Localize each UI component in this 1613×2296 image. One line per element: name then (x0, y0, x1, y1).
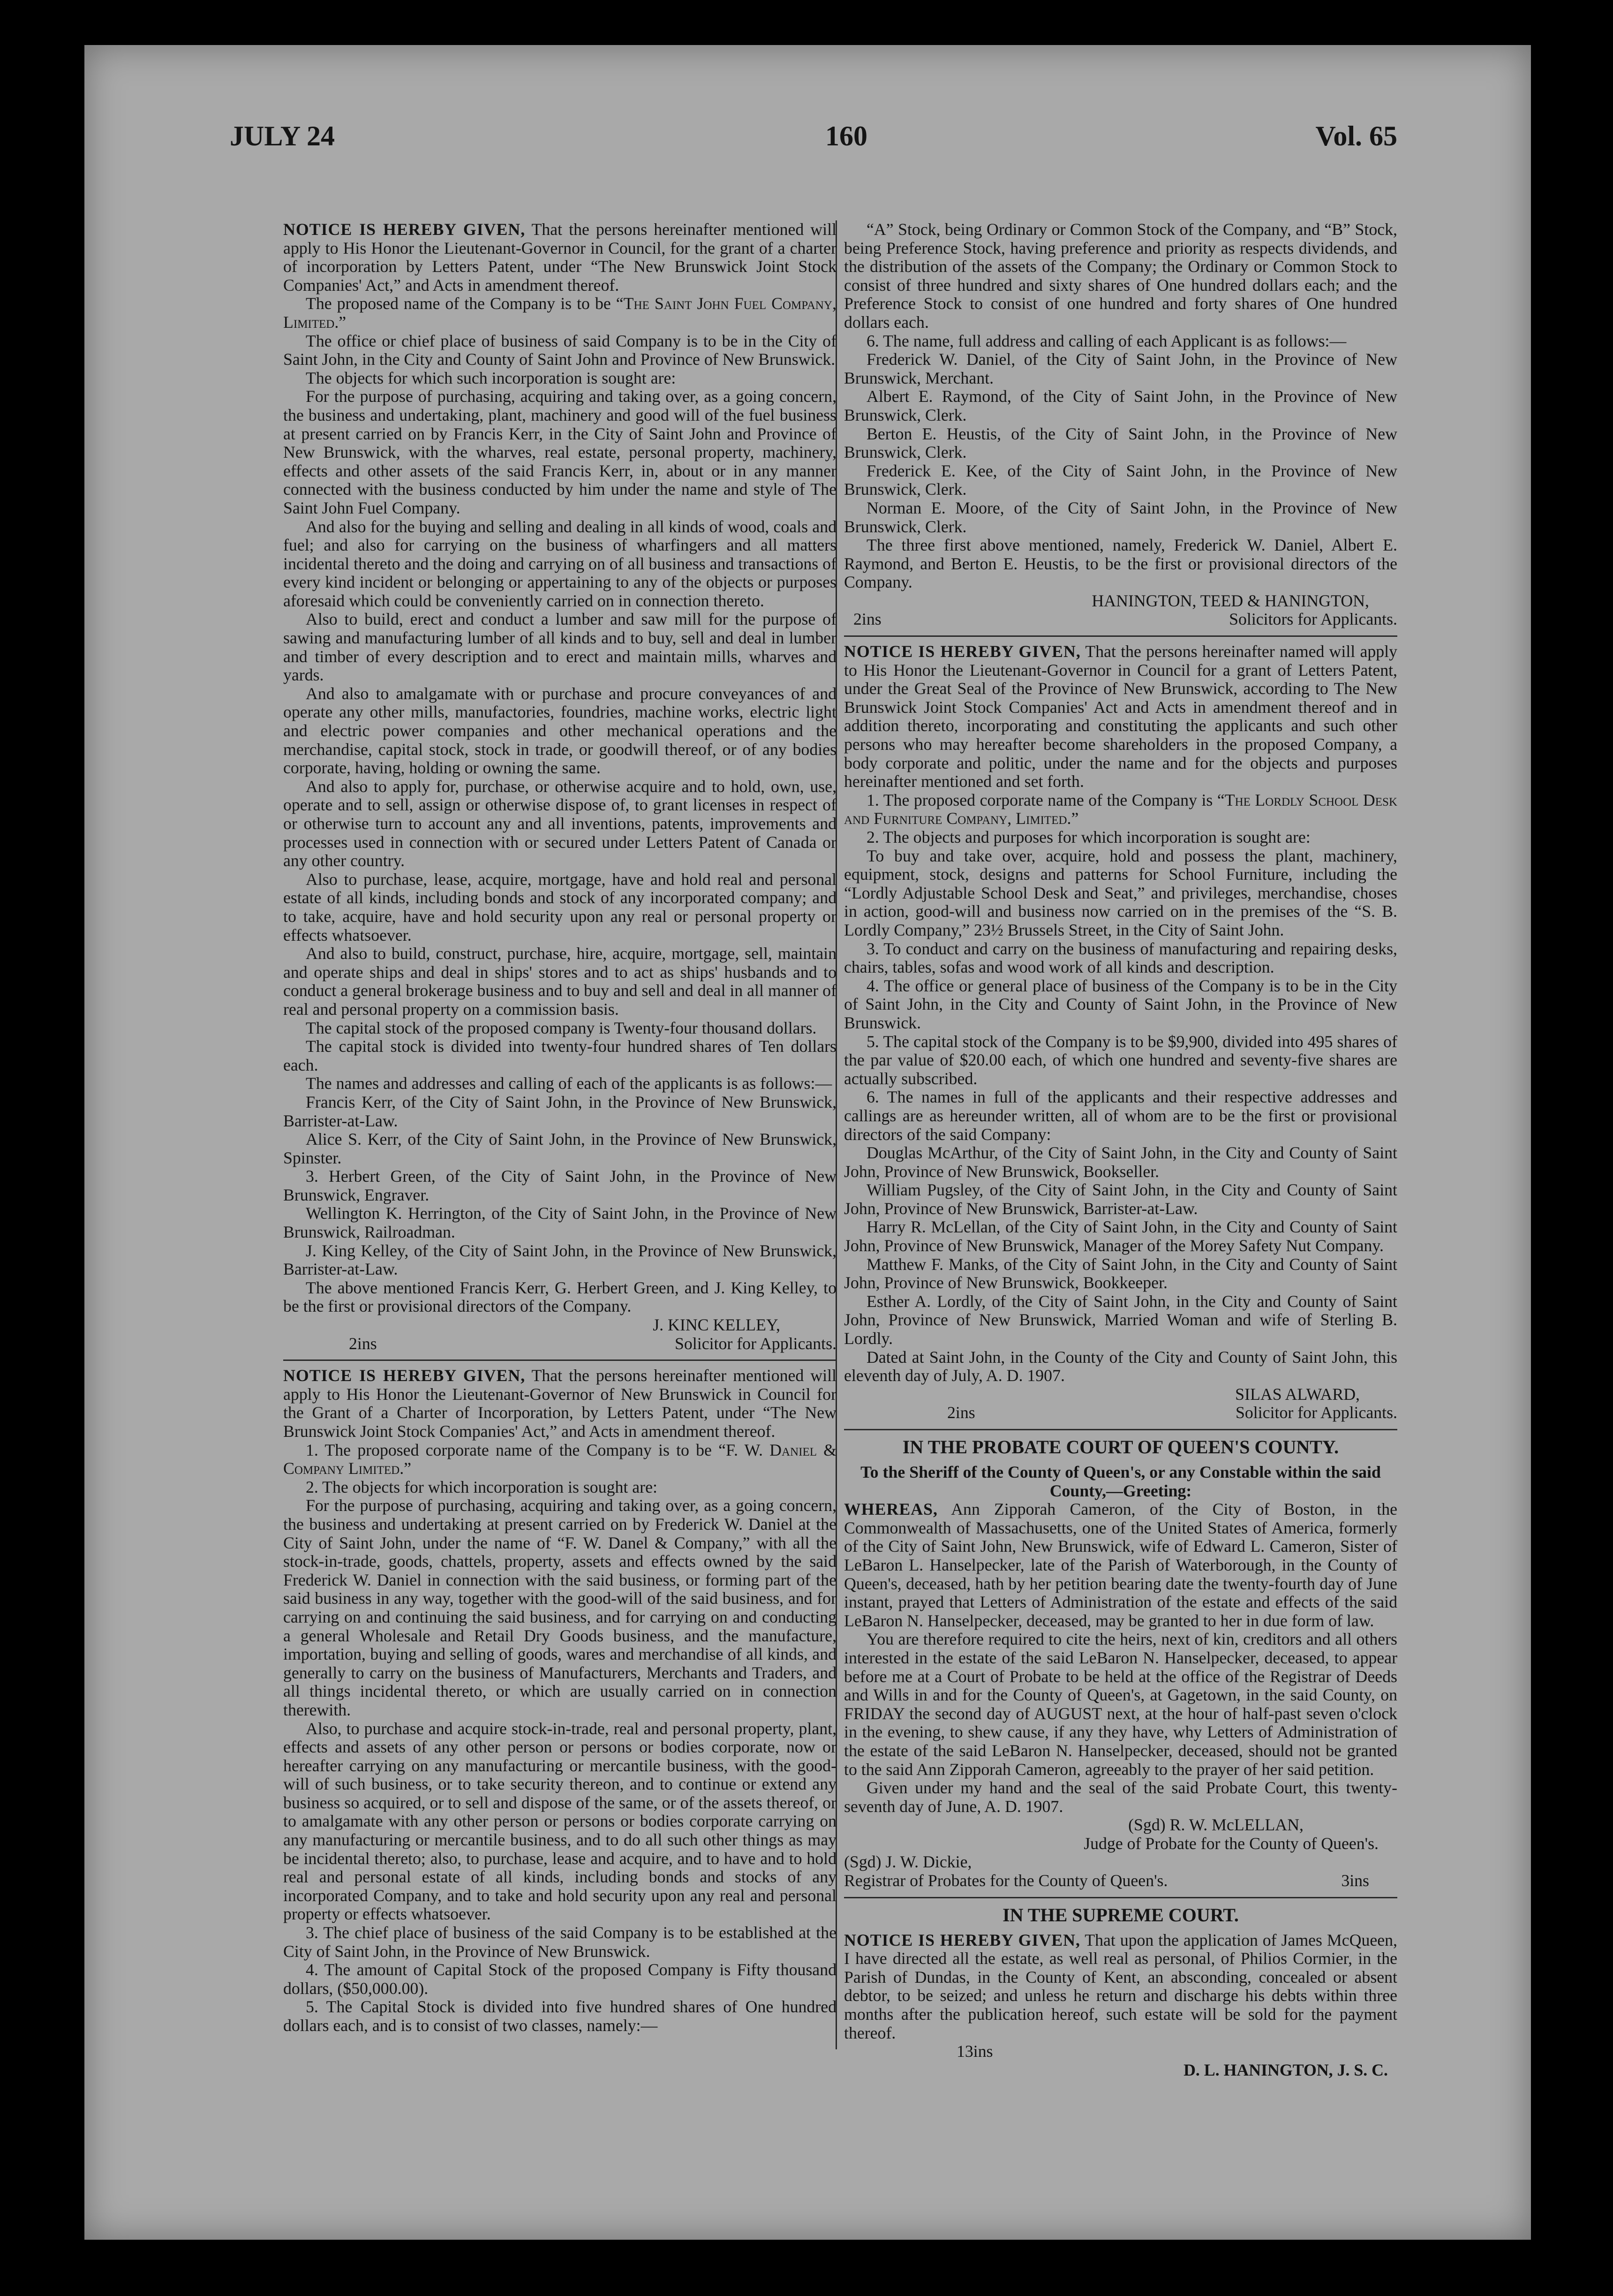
notice-text: That upon the application of James McQueen, I have directed all the estate, as well real as personal, of Philios Cormier, in the Parish of Dundas, in the County of Kent, an absconding, concealed or absent debtor, to be seized; and unless he return and discharge his debts within three months after the publication hereof, such estate will be sold for the payment thereof. (844, 1930, 1397, 2042)
insertion-count: 2ins (947, 1403, 975, 1422)
supreme-court-notice (844, 1904, 1397, 2080)
company-name: F. W. Daniel & Company Limited. (283, 1440, 837, 1478)
notice-paragraph: “A” Stock, being Ordinary or Common Stock of the Company, and “B” Stock, being Preference Stock, having preference and priority as respects dividends, and the distribution of the assets of the Company; the Ordinary or Common Stock to consist of three hundred and sixty shares of One hundred dollars each; and the Preference Stock to consist of one hundred and forty shares of One hundred dollars each. (844, 220, 1397, 332)
probate-court-notice (844, 1436, 1397, 1890)
section-rule (844, 635, 1397, 637)
notice-paragraph: And also to build, construct, purchase, hire, acquire, mortgage, sell, maintain and operate ships and deal in ships' stores and to act as ships' husbands and to conduct a general brokerage business and to buy and sell and deal in all manner of real and personal property on a commission basis. (283, 944, 837, 1019)
applicant-entry: Francis Kerr, of the City of Saint John, in the Province of New Brunswick, Barrister-at-Law. (283, 1092, 837, 1130)
signature-line (844, 1404, 1397, 1422)
notice-paragraph: The capital stock is divided into twenty-four hundred shares of Ten dollars each. (283, 1037, 837, 1074)
company-name: The Saint John Fuel Company, Limited. (283, 294, 837, 332)
registrar-signature: (Sgd) J. W. Dickie, (844, 1852, 972, 1872)
insertion-count: 2ins (853, 610, 882, 629)
notice-lordly-school-desk (844, 642, 1397, 1422)
notice-paragraph: The objects for which such incorporation is sought are: (306, 368, 676, 387)
notice-paragraph: 5. The Capital Stock is divided into five hundred shares of One hundred dollars each, and is to consist of two classes, namely:— (283, 1997, 837, 2035)
notice-paragraph: Given under my hand and the seal of the said Probate Court, this twenty-seventh day of June, A. D. 1907. (844, 1778, 1397, 1816)
applicant-entry: Alice S. Kerr, of the City of Saint John, in the Province of New Brunswick, Spinster. (283, 1130, 837, 1167)
applicant-entry: William Pugsley, of the City of Saint John, in the City and County of Saint John, Province of New Brunswick, Barrister-at-Law. (844, 1180, 1397, 1218)
notice-paragraph: Also, to purchase and acquire stock-in-trade, real and personal property, plant, effects and assets of any other person or persons or bodies corporate, now or hereafter carrying on any manufacturing or mercantile business, with the good-will of such business, or to take security thereon, and to continue or extend any business so acquired, or to sell and dispose of the same, or of the assets thereof, or to amalgamate with any other person or persons or bodies corporate carrying on any manufacturing or mercantile business, and to do all such other things as may be incidental thereto; also, to purchase, lease and acquire, and to have and to hold real and personal estate of all kinds, including bonds and stocks of any incorporated Company, and to take and hold security upon any real and personal property or effects whatsoever. (283, 1719, 837, 1924)
applicant-entry: J. King Kelley, of the City of Saint John, in the Province of New Brunswick, Barrister-at-Law. (283, 1241, 837, 1279)
notice-paragraph: To buy and take over, acquire, hold and possess the plant, machinery, equipment, stock, designs and patterns for School Furniture, including the “Lordly Adjustable School Desk and Seat,” and privileges, merchandise, choses in action, good-will and business now carried on in the premises of the “S. B. Lordly Company,” 23½ Brussels Street, in the City of Saint John. (844, 846, 1397, 939)
judge-signature: D. L. HANINGTON, J. S. C. (1183, 2060, 1388, 2079)
whereas-lead: WHEREAS, (844, 1500, 938, 1519)
dated-line: Dated at Saint John, in the County of the City and County of Saint John, this eleventh day of July, A. D. 1907. (844, 1347, 1397, 1385)
notice-paragraph: 1. The proposed corporate name of the Company is “The Lordly School Desk and Furniture Company, Limited.” (844, 790, 1397, 828)
signature-name: J. KINC KELLEY, (653, 1315, 780, 1335)
notice-paragraph: The three first above mentioned, namely, Frederick W. Daniel, Albert E. Raymond, and Berton E. Heustis, to be the first or provisional directors of the Company. (844, 536, 1397, 592)
page-header (230, 120, 1397, 167)
signature-line (844, 610, 1397, 629)
signature-title: Solicitors for Applicants. (1229, 610, 1397, 629)
notice-paragraph: 2. The objects and purposes for which incorporation is sought are: (867, 828, 1311, 846)
registrar-title: Registrar of Probates for the County of Queen's. (844, 1871, 1168, 1890)
notice-lead: NOTICE IS HEREBY GIVEN, (844, 1930, 1080, 1949)
probate-heading: IN THE PROBATE COURT OF QUEEN'S COUNTY. (902, 1436, 1339, 1458)
applicant-entry: Douglas McArthur, of the City of Saint John, in the City and County of Saint John, Province of New Brunswick, Bookseller. (844, 1143, 1397, 1181)
notice-paragraph: 6. The name, full address and calling of each Applicant is as follows:— (867, 331, 1347, 350)
notice-daniel-company (283, 1367, 837, 2035)
notice-paragraph: The capital stock of the proposed company is Twenty-four thousand dollars. (306, 1018, 817, 1037)
applicant-entry: Wellington K. Herrington, of the City of Saint John, in the Province of New Brunswick, Railroadman. (283, 1204, 837, 1242)
applicant-entry: 3. Herbert Green, of the City of Saint John, in the Province of New Brunswick, Engraver. (283, 1167, 837, 1204)
left-column (283, 220, 837, 2042)
notice-paragraph: The above mentioned Francis Kerr, G. Herbert Green, and J. King Kelley, to be the first or provisional directors of the Company. (283, 1278, 837, 1316)
applicant-entry: Albert E. Raymond, of the City of Saint John, in the Province of New Brunswick, Clerk. (844, 387, 1397, 424)
page-number: 160 (825, 121, 867, 151)
notice-text: That the persons hereinafter named will apply to His Honor the Lieutenant-Governor in Council for a grant of Letters Patent, under the Great Seal of the Province of New Brunswick, according to The New Brunswick Joint Stock Companies' Act and Acts in amendment thereof and in addition thereto, incorporating and constituting the applicants and such other persons who may hereafter become shareholders in the proposed Company, a body corporate and politic, under the name and for the objects and purposes hereinafter mentioned and set forth. (844, 642, 1397, 791)
notice-paragraph: 6. The names in full of the applicants and their respective addresses and callings are as hereunder written, all of whom are to be the first or provisional directors of the said Company: (844, 1088, 1397, 1144)
applicant-entry: Matthew F. Manks, of the City of Saint John, in the City and County of Saint John, Province of New Brunswick, Bookkeeper. (844, 1254, 1397, 1292)
notice-paragraph: Also to build, erect and conduct a lumber and saw mill for the purpose of sawing and manufacturing lumber of all kinds and to buy, sell and deal in lumber and timber of every description and to erect and maintain mills, wharves and yards. (283, 610, 837, 685)
signature-title: Solicitor for Applicants. (1236, 1403, 1397, 1422)
notice-paragraph: For the purpose of purchasing, acquiring and taking over, as a going concern, the business and undertaking, plant, machinery and good will of the fuel business at present carried on by Francis Kerr, in the City of Saint John and Province of New Brunswick, with the wharves, real estate, personal property, machinery, effects and other assets of the said Francis Kerr, in, about or in any manner connected with the business conducted by him under the name and style of The Saint John Fuel Company. (283, 387, 837, 517)
applicant-entry: Norman E. Moore, of the City of Saint John, in the Province of New Brunswick, Clerk. (844, 498, 1397, 536)
applicant-entry: Frederick E. Kee, of the City of Saint John, in the Province of New Brunswick, Clerk. (844, 461, 1397, 499)
signature-title: Solicitor for Applicants. (675, 1334, 837, 1353)
applicant-entry: Berton E. Heustis, of the City of Saint John, in the Province of New Brunswick, Clerk. (844, 424, 1397, 462)
notice-paragraph: And also for the buying and selling and dealing in all kinds of wood, coals and fuel; and also for carrying on the business of wharfingers and all matters incidental thereto and the doing and carrying on of all business and transactions of every kind incident or belonging or appertaining to any of the objects or purposes aforesaid which could be conveniently carried on in connection thereto. (283, 517, 837, 610)
section-rule (844, 1897, 1397, 1898)
section-rule (283, 1359, 837, 1361)
notice-paragraph: And also to apply for, purchase, or otherwise acquire and to hold, own, use, operate and to sell, assign or otherwise dispose of, to grant licenses in respect of or otherwise turn to account any and all inventions, patents, improvements and processes used in connection with or secured under Letters Patent of Canada or any other country. (283, 777, 837, 870)
notice-lead: NOTICE IS HEREBY GIVEN, (844, 642, 1081, 661)
signature-line (283, 1335, 837, 1353)
notice-lead: NOTICE IS HEREBY GIVEN, (283, 220, 526, 239)
notice-paragraph: You are therefore required to cite the heirs, next of kin, creditors and all others interested in the estate of the said LeBaron N. Hanselpecker, deceased, to appear before me at a Court of Probate to be held at the office of the Registrar of Deeds and Wills in and for the County of Queen's, at Gagetown, in the said County, on FRIDAY the second day of AUGUST next, at the hour of half-past seven o'clock in the evening, to shew cause, if any they have, why Letters of Administration of the estate of the said LeBaron N. Hanselpecker, deceased, should not be granted to the said Ann Zipporah Cameron, agreeably to the prayer of her said petition. (844, 1630, 1397, 1779)
notice-paragraph: 5. The capital stock of the Company is to be $9,900, divided into 495 shares of the par value of $20.00 each, of which one hundred and seventy-five shares are actually subscribed. (844, 1032, 1397, 1088)
notice-paragraph: 2. The objects for which incorporation is sought are: (306, 1477, 657, 1496)
notice-text: That the persons hereinafter mentioned will apply to His Honor the Lieutenant-Governor in Council, for the grant of a charter of incorporation by Letters Patent, under “The New Brunswick Joint Stock Companies' Act,” and Acts in amendment thereof. (283, 220, 837, 295)
notice-paragraph: 1. The proposed corporate name of the Company is to be “F. W. Daniel & Company Limited.” (283, 1440, 837, 1478)
judge-title: Judge of Probate for the County of Queen's. (1084, 1834, 1379, 1853)
notice-paragraph: The proposed name of the Company is to be “The Saint John Fuel Company, Limited.” (283, 294, 837, 332)
notice-paragraph: For the purpose of purchasing, acquiring and taking over, as a going concern, the business and undertaking at present carried on by Frederick W. Daniel at the City of Saint John, under the name of “F. W. Danel & Company,” with all the stock-in-trade, goods, chattels, property, assets and effects owned by the said Frederick W. Daniel in connection with the said business, or forming part of the said business in any way, together with the good-will of the said business, and for carrying on and continuing the said business, and for carrying on and conducting a general Wholesale and Retail Dry Goods business, and the manufacture, importation, buying and selling of goods, wares and merchandise of all kinds, and generally to carry on the business of Manufacturers, Merchants and Traders, and all things incidental thereto, or which are usually carried on in connection therewith. (283, 1496, 837, 1719)
notice-paragraph: 4. The amount of Capital Stock of the proposed Company is Fifty thousand dollars, ($50,000.00). (283, 1960, 837, 1998)
probate-address: To the Sheriff of the County of Queen's, or any Constable within the said County,—Greeting: (860, 1463, 1381, 1500)
applicant-entry: Esther A. Lordly, of the City of Saint John, in the City and County of Saint John, Province of New Brunswick, Married Woman and wife of Sterling B. Lordly. (844, 1292, 1397, 1348)
volume-number: Vol. 65 (1315, 121, 1397, 151)
section-rule (844, 1429, 1397, 1430)
insertion-count: 13ins (957, 2042, 993, 2061)
notice-paragraph: The names and addresses and calling of each of the applicants is as follows:— (306, 1074, 832, 1093)
registrar-line (844, 1872, 1397, 1890)
applicant-entry: Frederick W. Daniel, of the City of Saint John, in the Province of New Brunswick, Merchant. (844, 350, 1397, 387)
insertion-count: 2ins (349, 1334, 377, 1353)
applicant-entry: Harry R. McLellan, of the City of Saint John, in the City and County of Saint John, Province of New Brunswick, Manager of the Morey Safety Nut Company. (844, 1217, 1397, 1255)
notice-lead: NOTICE IS HEREBY GIVEN, (283, 1366, 526, 1385)
notice-paragraph: 3. To conduct and carry on the business of manufacturing and repairing desks, chairs, tables, sofas and wood work of all kinds and description. (844, 939, 1397, 977)
signature-name: HANINGTON, TEED & HANINGTON, (1092, 591, 1369, 610)
insertion-count: 3ins (1341, 1871, 1369, 1890)
notice-paragraph: 4. The office or general place of business of the Company is to be in the City of Saint John, in the City and County of Saint John, in the Province of New Brunswick. (844, 976, 1397, 1032)
notice-text: That the persons hereinafter mentioned will apply to His Honor the Lieutenant-Governor of New Brunswick in Council for the Grant of a Charter of Incorporation, by Letters Patent, under “The New Brunswick Joint Stock Companies' Act,” and Acts in amendment thereof. (283, 1366, 837, 1441)
judge-signature: (Sgd) R. W. McLELLAN, (1128, 1815, 1304, 1835)
signature-name: SILAS ALWARD, (1235, 1384, 1360, 1404)
company-name: The Lordly School Desk and Furniture Company, Limited. (844, 790, 1397, 828)
notice-paragraph: The office or chief place of business of said Company is to be in the City of Saint John, in the City and County of Saint John and Province of New Brunswick. (283, 331, 837, 369)
notice-paragraph: 3. The chief place of business of the said Company is to be established at the City of Saint John, in the Province of New Brunswick. (283, 1923, 837, 1961)
issue-date: JULY 24 (230, 121, 335, 151)
notice-paragraph: Also to purchase, lease, acquire, mortgage, have and hold real and personal estate of all kinds, including bonds and stock of any incorporated company; and to take, acquire, have and hold security upon any real or personal property or effects whatsoever. (283, 869, 837, 944)
supreme-heading: IN THE SUPREME COURT. (1002, 1904, 1239, 1926)
probate-text: Ann Zipporah Cameron, of the City of Boston, in the Commonwealth of Massachusetts, one of the United States of America, formerly of the City of Saint John, New Brunswick, wife of Edward L. Cameron, Sister of LeBaron L. Hanselpecker, late of the Parish of Waterborough, in the County of Queen's, deceased, hath by her petition bearing date the twenty-fourth day of June instant, prayed that Letters of Administration of the estate and effects of the said LeBaron N. Hanselpecker, deceased, may be granted to her in due form of law. (844, 1500, 1397, 1630)
notice-daniel-company-continued (844, 220, 1397, 629)
notice-paragraph: And also to amalgamate with or purchase and procure conveyances of and operate any other mills, manufactories, foundries, machine works, electric light and electric power companies and other mechanical operations and the merchandise, capital stock, stock in trade, or goodwill thereof, or of any bodies corporate, having, holding or owning the same. (283, 684, 837, 778)
notice-saint-john-fuel (283, 220, 837, 1353)
right-column (844, 220, 1397, 2086)
